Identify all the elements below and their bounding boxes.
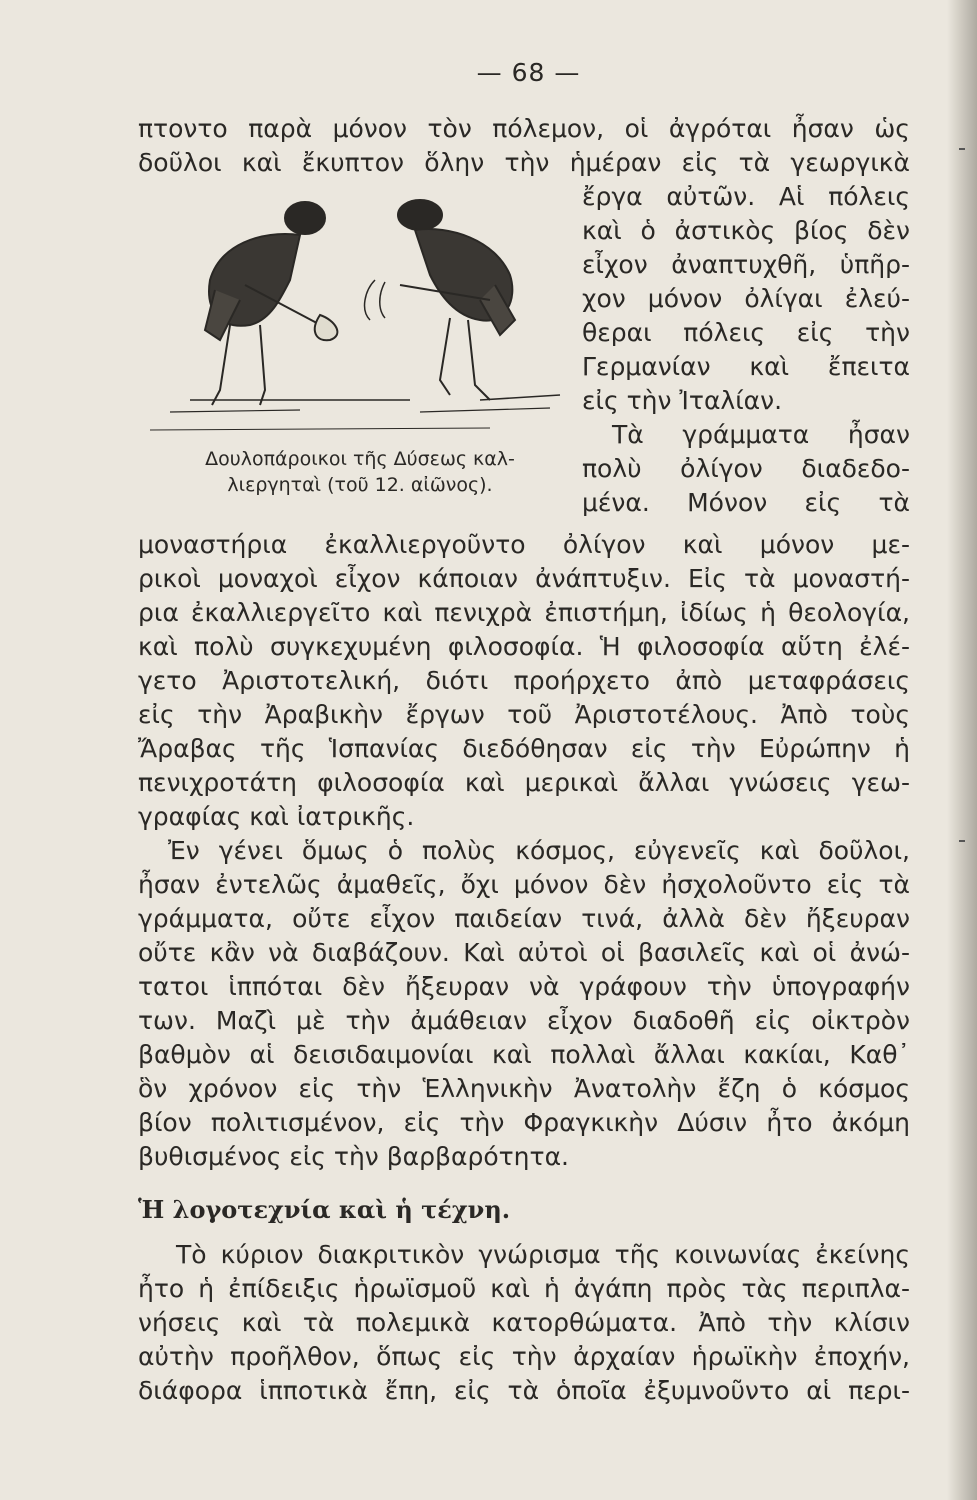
figure-caption-line-1: Δουλοπάροικοι τῆς Δύσεως καλ- bbox=[205, 448, 515, 470]
text-line: εἶχον ἀναπτυχθῆ, ὑπῆρ- bbox=[582, 250, 910, 279]
text-line: ρικοὶ μοναχοὶ εἶχον κάποιαν ἀνάπτυξιν. Εἰς τὰ μοναστή- bbox=[138, 564, 910, 593]
text-line: γράμματα, οὔτε εἶχον παιδείαν τινά, ἀλλὰ δὲν ἤξευραν bbox=[138, 904, 910, 933]
page-edge-shadow bbox=[947, 0, 977, 1500]
page-number: — 68 — bbox=[476, 58, 581, 87]
text-line: ἦτο ἡ ἐπίδειξις ἡρωϊσμοῦ καὶ ἡ ἀγάπη πρὸς τὰς περιπλα- bbox=[138, 1274, 910, 1303]
text-line: αὐτὴν προῆλθον, ὅπως εἰς τὴν ἀρχαίαν ἡρωϊκὴν ἐποχήν, bbox=[138, 1342, 910, 1371]
text-line: πολὺ ὀλίγον διαδεδο- bbox=[582, 454, 910, 483]
text-line: Ἐν γένει ὅμως ὁ πολὺς κόσμος, εὐγενεῖς καὶ δοῦλοι, bbox=[168, 836, 910, 865]
text-line: γετο Ἀριστοτελική, διότι προήρχετο ἀπὸ μεταφράσεις bbox=[138, 666, 910, 695]
two-medieval-serfs-digging-illustration bbox=[150, 190, 570, 440]
text-line: χον μόνον ὀλίγαι ἐλεύ- bbox=[582, 284, 910, 313]
text-line: των. Μαζὶ μὲ τὴν ἀμάθειαν εἶχον διαδοθῆ εἰς οἰκτρὸν bbox=[138, 1006, 910, 1035]
text-line: Τὸ κύριον διακριτικὸν γνώρισμα τῆς κοινωνίας ἐκείνης bbox=[176, 1240, 910, 1269]
text-line: εἰς τὴν Ἰταλίαν. bbox=[582, 386, 783, 415]
text-line: βίον πολιτισμένον, εἰς τὴν Φραγκικὴν Δύσιν ἦτο ἀκόμη bbox=[138, 1108, 910, 1137]
text-line: γραφίας καὶ ἰατρικῆς. bbox=[138, 802, 415, 831]
text-line: τατοι ἱππόται δὲν ἤξευραν νὰ γράφουν τὴν ὑπογραφήν bbox=[138, 972, 910, 1001]
text-line: πτοντο παρὰ μόνον τὸν πόλεμον, οἱ ἀγρόται ἦσαν ὡς bbox=[138, 114, 910, 143]
text-line: βυθισμένος εἰς τὴν βαρβαρότητα. bbox=[138, 1142, 569, 1171]
text-line: ἔργα αὐτῶν. Αἱ πόλεις bbox=[582, 182, 910, 211]
text-line: δοῦλοι καὶ ἔκυπτον ὅλην τὴν ἡμέραν εἰς τὰ γεωργικὰ bbox=[138, 148, 910, 177]
text-line: βαθμὸν αἱ δεισιδαιμονίαι καὶ πολλαὶ ἄλλαι κακίαι, Καθ᾽ bbox=[138, 1040, 910, 1069]
text-line: μοναστήρια ἐκαλλιεργοῦντο ὀλίγον καὶ μόνον με- bbox=[138, 530, 910, 559]
text-line: Ἄραβας τῆς Ἱσπανίας διεδόθησαν εἰς τὴν Εὐρώπην ἡ bbox=[138, 734, 910, 763]
text-line: Γερμανίαν καὶ ἔπειτα bbox=[582, 352, 910, 381]
text-line: θεραι πόλεις εἰς τὴν bbox=[582, 318, 910, 347]
text-line: εἰς τὴν Ἀραβικὴν ἔργων τοῦ Ἀριστοτέλους. Ἀπὸ τοὺς bbox=[138, 700, 910, 729]
text-line: ἦσαν ἐντελῶς ἀμαθεῖς, ὄχι μόνον δὲν ἠσχολοῦντο εἰς τὰ bbox=[138, 870, 910, 899]
text-line: καὶ ὁ ἀστικὸς βίος δὲν bbox=[582, 216, 910, 245]
text-line: νήσεις καὶ τὰ πολεμικὰ κατορθώματα. Ἀπὸ τὴν κλίσιν bbox=[138, 1308, 910, 1337]
text-line: πενιχροτάτη φιλοσοφία καὶ μερικαὶ ἄλλαι γνώσεις γεω- bbox=[138, 768, 910, 797]
text-line: καὶ πολὺ συγκεχυμένη φιλοσοφία. Ἡ φιλοσοφία αὕτη ἐλέ- bbox=[138, 632, 910, 661]
section-heading: Ἡ λογοτεχνία καὶ ἡ τέχνη. bbox=[138, 1195, 511, 1224]
text-line: ὃν χρόνον εἰς τὴν Ἑλληνικὴν Ἀνατολὴν ἔζη ὁ κόσμος bbox=[138, 1074, 910, 1103]
text-line: οὔτε κἂν νὰ διαβάζουν. Καὶ αὐτοὶ οἱ βασιλεῖς καὶ οἱ ἀνώ- bbox=[138, 938, 910, 967]
text-line: διάφορα ἱπποτικὰ ἔπη, εἰς τὰ ὁποῖα ἐξυμνοῦντο αἱ περι- bbox=[138, 1376, 910, 1405]
text-line: Τὰ γράμματα ἦσαν bbox=[612, 420, 910, 449]
text-line: μένα. Μόνον εἰς τὰ bbox=[582, 488, 910, 517]
figure-caption-line-2: λιεργηταὶ (τοῦ 12. αἰῶνος). bbox=[227, 474, 493, 496]
page-edge-mark bbox=[959, 148, 965, 150]
text-line: ρια ἐκαλλιεργεῖτο καὶ πενιχρὰ ἐπιστήμη, ἰδίως ἡ θεολογία, bbox=[138, 598, 910, 627]
page-edge-mark bbox=[959, 840, 965, 842]
